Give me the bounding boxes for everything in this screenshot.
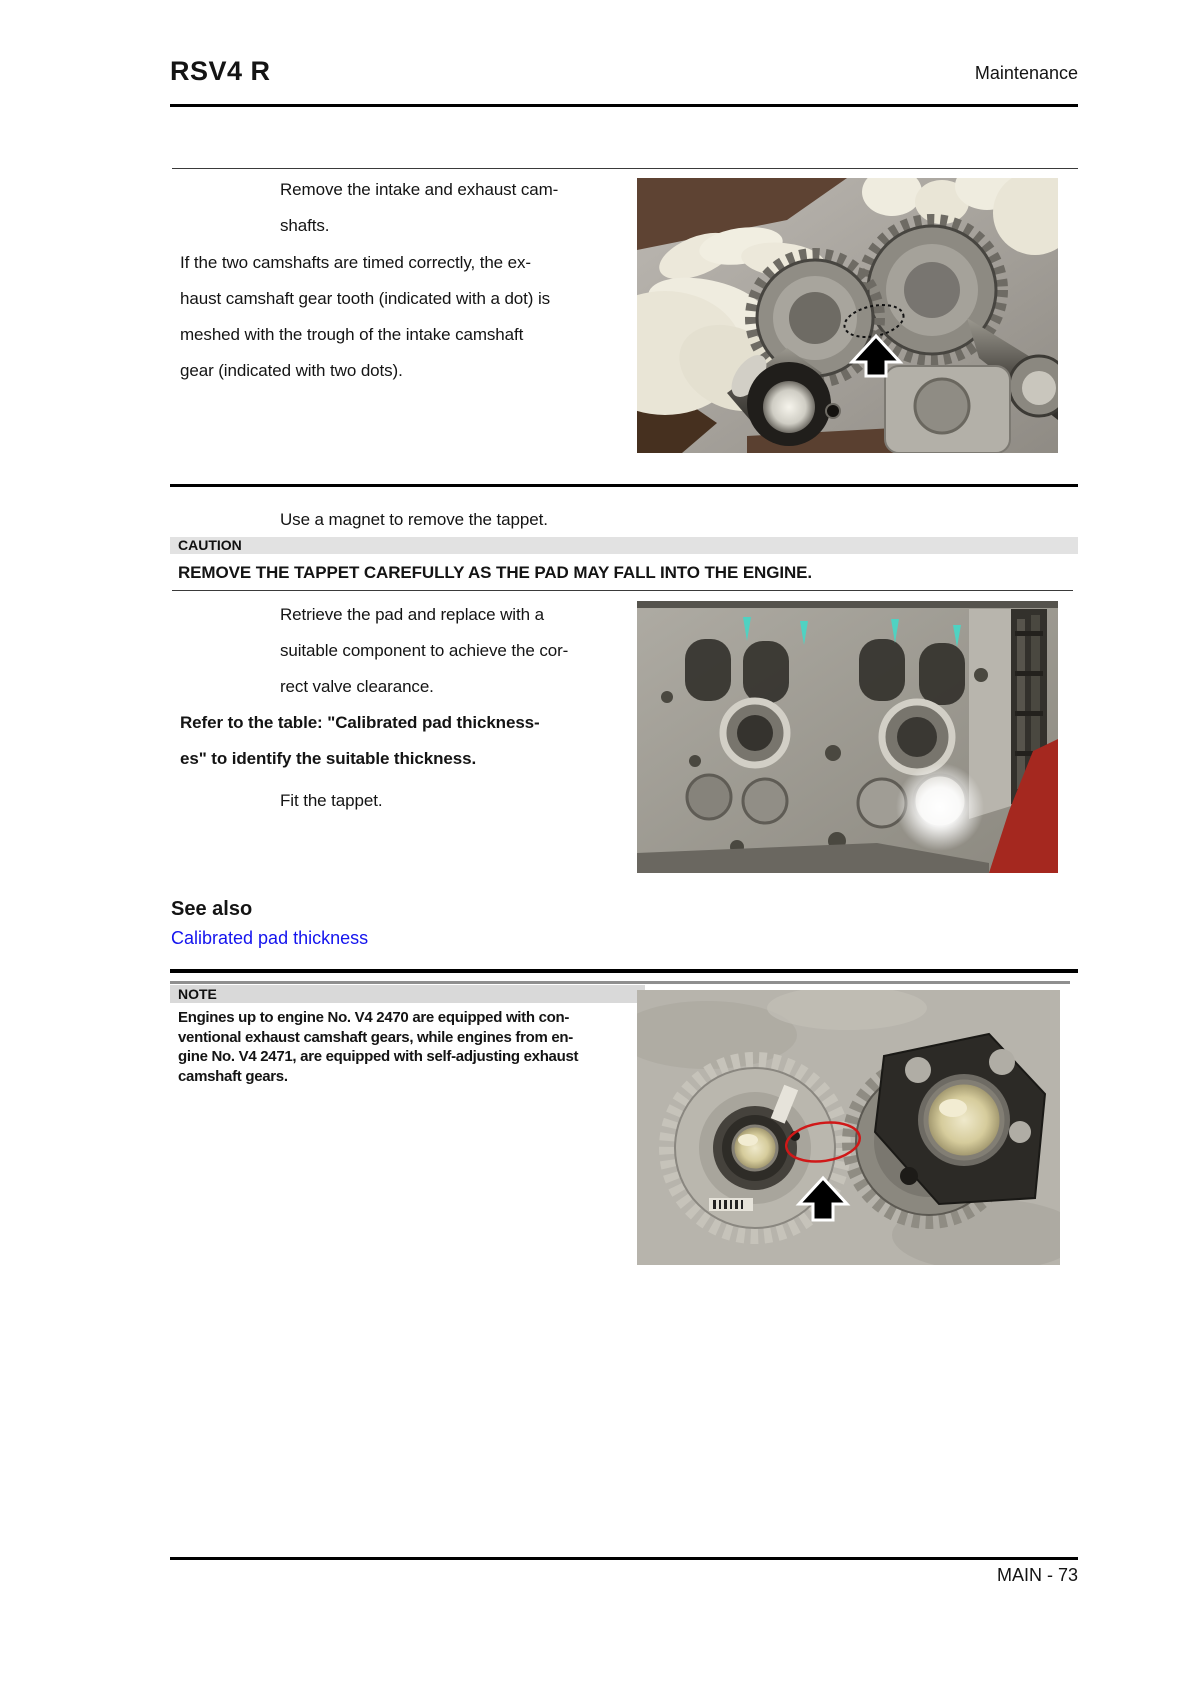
- body-line: If the two camshafts are timed correctly, the ex-: [180, 253, 531, 272]
- photo-cylinder-head: [637, 601, 1058, 873]
- photo-exhaust-camshaft-gears: [637, 990, 1060, 1265]
- header-rule: [170, 104, 1078, 107]
- body-line: Fit the tappet.: [280, 791, 383, 810]
- see-also-heading: See also: [171, 898, 253, 920]
- body-line: suitable component to achieve the cor-: [280, 641, 569, 660]
- body-line: gear (indicated with two dots).: [180, 361, 403, 380]
- caution-divider: [172, 590, 1073, 591]
- section-divider-top: [172, 168, 1078, 169]
- body-line: Remove the intake and exhaust cam-: [280, 180, 559, 199]
- barcode-label-bottom: [709, 1198, 753, 1211]
- note-line: ventional exhaust camshaft gears, while engines from en-: [178, 1029, 573, 1046]
- photo-camshaft-timing: [637, 178, 1058, 453]
- body-line: rect valve clearance.: [280, 677, 434, 696]
- body-line: meshed with the trough of the intake camshaft: [180, 325, 524, 344]
- caution-text: REMOVE THE TAPPET CAREFULLY AS THE PAD MAY FALL INTO THE ENGINE.: [178, 563, 813, 582]
- note-line: Engines up to engine No. V4 2470 are equipped with con-: [178, 1009, 570, 1026]
- footer-rule: [170, 1557, 1078, 1560]
- light-flare: [896, 763, 984, 851]
- body-line-bold: Refer to the table: "Calibrated pad thickness-: [180, 713, 540, 732]
- note-rule-shadow: [170, 981, 1070, 984]
- see-also-link[interactable]: Calibrated pad thickness: [171, 928, 369, 948]
- body-line: haust camshaft gear tooth (indicated with a dot) is: [180, 289, 551, 308]
- page-title: RSV4 R: [170, 56, 271, 86]
- note-rule: [170, 969, 1078, 973]
- chapter-label: Maintenance: [974, 63, 1078, 83]
- body-line: Retrieve the pad and replace with a: [280, 605, 544, 624]
- note-bar: NOTE: [170, 985, 645, 1003]
- body-line: Use a magnet to remove the tappet.: [280, 510, 548, 529]
- note-line: gine No. V4 2471, are equipped with self-adjusting exhaust: [178, 1048, 579, 1065]
- body-line: shafts.: [280, 216, 330, 235]
- caution-bar: CAUTION: [170, 537, 1078, 554]
- body-line-bold: es" to identify the suitable thickness.: [180, 749, 477, 768]
- footer-page-number: MAIN - 73: [996, 1565, 1078, 1585]
- section-rule: [170, 484, 1078, 487]
- cylinder-head-casting: [885, 366, 1010, 453]
- note-line: camshaft gears.: [178, 1068, 288, 1085]
